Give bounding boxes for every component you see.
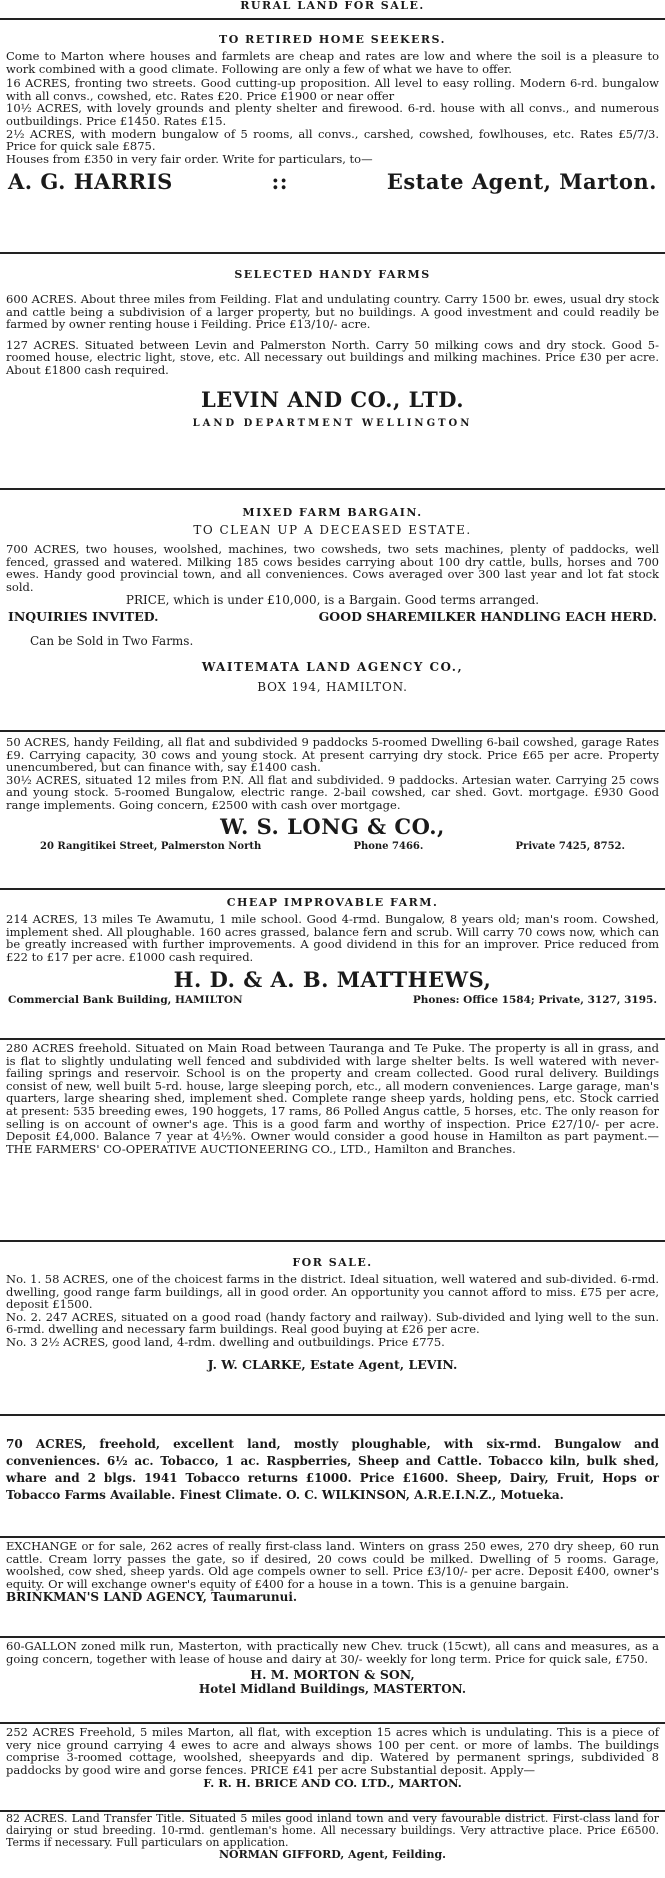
agent-name: H. M. MORTON & SON, <box>250 1667 415 1683</box>
ad-body: 252 ACRES Freehold, 5 miles Marton, all flat, with exception 15 acres which is undulating. This is a piece of very nice ground carrying 4 ewes to acre and always shows 100 per cent. or more of lambs. The buildings comprise 3-roomed cottage, woolshed, sheepyards and dip. Watered by permanent springs, subdivided 8 paddocks by good wire and gorse fences. PRICE £41 per acre Substantial deposit. Apply— <box>6 1725 659 1777</box>
ad-heading: MIXED FARM BARGAIN. <box>242 506 423 519</box>
agent: F. R. H. BRICE AND CO. LTD., MARTON. <box>203 1776 462 1791</box>
ad-body: 60-GALLON zoned milk run, Masterton, with practically new Chev. truck (15cwt), all cans and measures, as a going concern, together with lease of house and dairy at 30/- weekly for long term. Price for quick sale, £750. <box>6 1639 659 1666</box>
ad-matthews <box>0 896 665 1006</box>
list-item: 30½ ACRES, situated 12 miles from P.N. All flat and subdivided. 9 paddocks. Artesian water. Carrying 25 cows and young stock. 5-roomed Bungalow, electric range. 2-bail cowshed, car shed. Govt. mortgage. £930 Good range implements. Going concern, £2500 with cash over mortgage. <box>6 772 659 812</box>
ad-wilkinson <box>0 1436 665 1504</box>
private-phone: Private 7425, 8752. <box>515 840 625 852</box>
sharemilker: GOOD SHAREMILKER HANDLING EACH HERD. <box>318 609 657 625</box>
ad-morton <box>0 1640 665 1696</box>
agent: NORMAN GIFFORD, Agent, Feilding. <box>219 1848 446 1861</box>
agent-address: Hotel Midland Buildings, MASTERTON. <box>198 1682 467 1697</box>
ad-brice <box>0 1726 665 1790</box>
ad-levin <box>0 268 665 429</box>
list-item: No. 2. 247 ACRES, situated on a good road (handy factory and railway). Sub-divided and lying well to the sun. 6-rmd. dwelling and necessary farm buildings. Real good buying at £26 per acre. <box>6 1309 659 1337</box>
ad-heading: FOR SALE. <box>292 1256 373 1269</box>
divider <box>0 1636 665 1638</box>
agent-name: LEVIN AND CO., LTD. <box>200 386 465 412</box>
list-item: No. 1. 58 ACRES, one of the choicest farms in the district. Ideal situation, well watered and sub-divided. 6-rmd. dwelling, good range farm buildings, all in good order. An opportunity you cannot afford to miss. £75 per acre, deposit £1500. <box>6 1272 659 1312</box>
ad-gifford <box>0 1813 665 1861</box>
ad-brinkman <box>0 1540 665 1604</box>
list-item: 16 ACRES, fronting two streets. Good cutting-up proposition. All level to easy rolling. Modern 6-rd. bungalow with all convs., cowshed, etc. Rates £20. Price £1900 or near offer <box>6 76 659 103</box>
ad-clarke <box>0 1256 665 1372</box>
divider <box>0 1536 665 1538</box>
phone: Phone 7466. <box>353 840 424 852</box>
price-line: PRICE, which is under £10,000, is a Bargain. Good terms arranged. <box>125 593 540 608</box>
divider <box>0 1038 665 1040</box>
agent-dept: LAND DEPARTMENT WELLINGTON <box>192 417 473 429</box>
ad-heading: CHEAP IMPROVABLE FARM. <box>226 896 439 909</box>
divider <box>0 730 665 732</box>
divider <box>0 888 665 890</box>
ad-long <box>0 736 665 852</box>
agent-signature <box>8 169 657 194</box>
agent-name: WAITEMATA LAND AGENCY CO., <box>201 660 464 675</box>
ad-intro: Come to Marton where houses and farmlets are cheap and rates are low and where the soil is a pleasure to work combined with a good climate. Following are only a few of what we have to offer. <box>6 49 659 76</box>
contact-row <box>40 841 625 852</box>
ad-body: EXCHANGE or for sale, 262 acres of really first-class land. Winters on grass 250 ewes, 270 dry sheep, 60 run cattle. Cream lorry passes the gate, so if desired, 20 cows could be milked. Dwelling of 5 rooms. Garage, woolshed, cow shed, sheep yards. Old age compels owner to sell. Price £3/10/- per acre. Deposit £400, owner's equity. Or will exchange owner's equity of £400 for a house in a town. This is a genuine bargain. <box>6 1539 659 1591</box>
list-item: 127 ACRES. Situated between Levin and Palmerston North. Carry 50 milking cows and dry stock. Good 5-roomed house, electric light, stove, etc. All necessary out buildings and milking machines. Price £30 per acre. About £1800 cash required. <box>6 337 659 377</box>
divider <box>0 1722 665 1724</box>
phones: Phones: Office 1584; Private, 3127, 3195. <box>412 994 657 1007</box>
section-title-block <box>0 0 665 12</box>
ad-heading: TO RETIRED HOME SEEKERS. <box>219 33 446 46</box>
section-title: RURAL LAND FOR SALE. <box>240 0 425 12</box>
agent-address: 20 Rangitikei Street, Palmerston North <box>40 840 262 852</box>
ad-farmers-coop <box>0 1042 665 1155</box>
ad-body: 214 ACRES, 13 miles Te Awamutu, 1 mile school. Good 4-rmd. Bungalow, 8 years old; man's room. Cowshed, implement shed. All ploughable. 160 acres grassed, balance fern and scrub. Will carry 70 cows now, which can be greatly increased with further improvements. A good dividend in this for an improver. Price reduced from £22 to £17 per acre. £1000 cash required. <box>6 912 659 964</box>
inquiries: INQUIRIES INVITED. <box>8 609 159 625</box>
agent-address: BOX 194, HAMILTON. <box>257 680 408 695</box>
divider <box>0 1240 665 1242</box>
agent: J. W. CLARKE, Estate Agent, LEVIN. <box>207 1356 458 1372</box>
divider <box>0 252 665 254</box>
ad-body: 280 ACRES freehold. Situated on Main Road between Tauranga and Te Puke. The property is all in grass, and is flat to slightly undulating well fenced and subdivided with large shelter belts. Is well watered with never-failing springs and reservoir. School is on the property and cream collected. Good rural delivery. Buildings consist of new, well built 5-rd. house, large sleeping porch, etc., all modern conveniences. Large garage, man's quarters, large shearing shed, implement shed. Complete range sheep yards, holding pens, etc. Stock carried at present: 535 breeding ewes, 190 hoggets, 17 rams, 86 Polled Angus cattle, 5 horses, etc. The only reason for selling is on account of owner's age. This is a good farm and worthy of inspection. Price £27/10/- per acre. Deposit £4,000. Balance 7 year at 4½%. Owner would consider a good house in Hamilton as part payment.—THE FARMERS' CO-OPERATIVE AUCTIONEERING CO., LTD., Hamilton and Branches. <box>6 1041 659 1156</box>
ad-body: 700 ACRES, two houses, woolshed, machines, two cowsheds, two sets machines, plenty of paddocks, well fenced, grassed and watered. Milking 185 cows besides carrying about 100 dry cattle, bulls, horses and 700 ewes. Handy good provincial town, and all conveniences. Cows averaged over 300 last year and lot fat stock sold. <box>6 542 659 594</box>
agent-title: Estate Agent, Marton. <box>386 169 657 195</box>
ad-body: 70 ACRES, freehold, excellent land, mostly ploughable, with six-rmd. Bungalow and conveniences. 6½ ac. Tobacco, 1 ac. Raspberries, Sheep and Cattle. Tobacco kiln, bulk shed, whare and 2 blgs. 1941 Tobacco returns £1000. Price £1600. Sheep, Dairy, Fruit, Hops or Tobacco Farms Available. Finest Climate. O. C. WILKINSON, A.R.E.I.N.Z., Motueka. <box>6 1437 659 1502</box>
list-item: 2½ ACRES, with modern bungalow of 5 rooms, all convs., carshed, cowshed, fowlhouses, etc. Rates £5/7/3. Price for quick sale £875. <box>6 126 659 154</box>
ad-waitemata <box>0 506 665 694</box>
agent: BRINKMAN'S LAND AGENCY, Taumarunui. <box>6 1590 298 1605</box>
agent-name: H. D. & A. B. MATTHEWS, <box>173 967 492 993</box>
ad-body: 82 ACRES. Land Transfer Title. Situated 5 miles good inland town and very favourable district. First-class land for dairying or stud breeding. 10-rmd. gentleman's home. All necessary buildings. Very attractive place. Price £6500. Terms if necessary. Full particulars on application. <box>6 1812 659 1849</box>
list-item: Houses from £350 in very fair order. Write for particulars, to— <box>6 151 373 166</box>
list-item: 600 ACRES. About three miles from Feilding. Flat and undulating country. Carry 1500 br. ewes, usual dry stock and cattle being a subdivision of a larger property, but no buildings. A good investment and could readily be farmed by owner renting house i Feilding. Price £13/10/- acre. <box>6 292 659 332</box>
inquiries-row <box>8 609 657 624</box>
list-item: 50 ACRES, handy Feilding, all flat and subdivided 9 paddocks 5-roomed Dwelling 6-bail cowshed, garage Rates £9. Carrying capacity, 30 cows and young stock. At present carrying dry stock. Price £65 per acre. Property unencumbered, but can finance with, say £1400 cash. <box>6 735 659 775</box>
ad-harris <box>0 33 665 194</box>
agent-name: W. S. LONG & CO., <box>220 813 445 839</box>
divider <box>0 1414 665 1416</box>
agent-name: A. G. HARRIS <box>8 169 173 195</box>
list-item: No. 3 2½ ACRES, good land, 4-rdm. dwelling and outbuildings. Price £775. <box>6 1334 445 1349</box>
list-item: 10½ ACRES, with lovely grounds and plenty shelter and firewood. 6-rd. house with all convs., and numerous outbuildings. Price £1450. Rates £15. <box>6 101 659 128</box>
divider <box>0 18 665 20</box>
note: Can be Sold in Two Farms. <box>30 634 194 649</box>
separator: :: <box>271 169 289 195</box>
agent-address: Commercial Bank Building, HAMILTON <box>8 994 243 1007</box>
ad-subheading: TO CLEAN UP A DECEASED ESTATE. <box>193 523 472 537</box>
ad-heading: SELECTED HANDY FARMS <box>234 268 431 281</box>
divider <box>0 488 665 490</box>
contact-row <box>8 994 657 1006</box>
